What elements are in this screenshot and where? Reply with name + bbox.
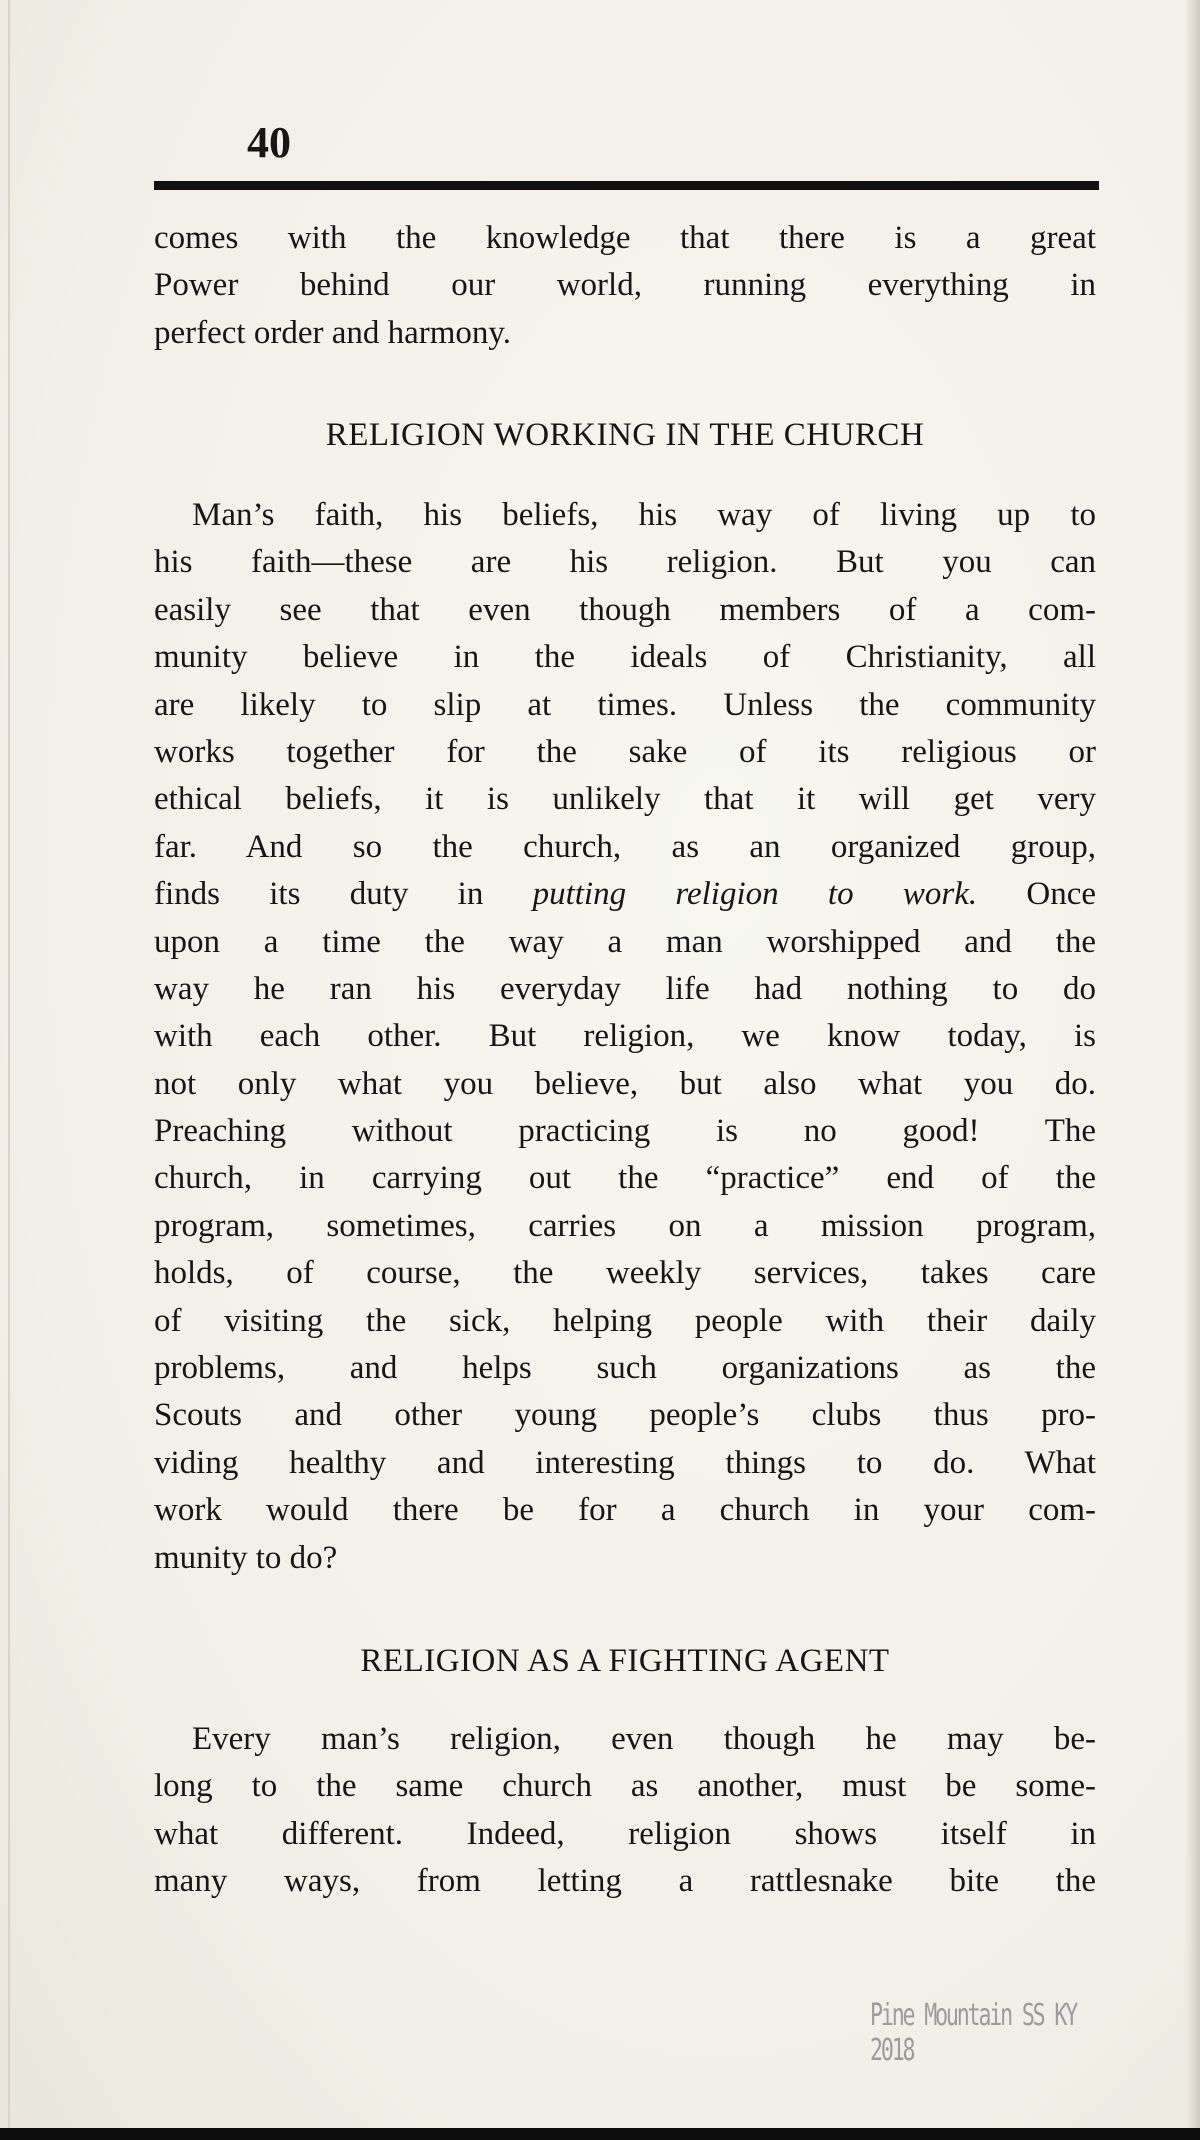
text-line: with each other. But religion, we know today, is: [154, 1018, 1096, 1055]
scan-bottom-border: [0, 2128, 1200, 2140]
text-line: perfect order and harmony.: [154, 314, 512, 351]
text-line: Every man’s religion, even though he may be-: [192, 1721, 1096, 1757]
paragraph-2: [154, 492, 1096, 1582]
text-line: comes with the knowledge that there is a great: [154, 220, 1096, 256]
text-line: ethical beliefs, it is unlikely that it will get very: [154, 781, 1096, 818]
text-line: munity to do?: [154, 1539, 338, 1576]
text-line: of visiting the sick, helping people with their daily: [154, 1302, 1096, 1339]
text-line: holds, of course, the weekly services, takes care: [154, 1255, 1096, 1292]
text: finds its duty in: [154, 876, 533, 913]
text-line: church, in carrying out the “practice” end of the: [154, 1160, 1096, 1197]
paragraph-3: [154, 1716, 1096, 1906]
text-line: works together for the sake of its religious or: [154, 733, 1096, 770]
text-line: not only what you believe, but also what you do.: [154, 1065, 1096, 1102]
text-line: problems, and helps such organizations as the: [154, 1350, 1096, 1387]
page-right-edge: [1186, 0, 1200, 2128]
text-line: many ways, from letting a rattlesnake bite the: [154, 1863, 1096, 1900]
watermark: Pine Mountain SS KY 2018: [870, 1998, 1077, 2068]
text-line: Power behind our world, running everything in: [154, 267, 1096, 304]
text-line: upon a time the way a man worshipped and the: [154, 923, 1096, 960]
paragraph-1: [154, 215, 1096, 357]
text-line: easily see that even though members of a com-: [154, 591, 1096, 628]
text-line: work would there be for a church in your com-: [154, 1492, 1096, 1529]
text-line: what different. Indeed, religion shows itself in: [154, 1815, 1096, 1852]
text-line: way he ran his everyday life had nothing to do: [154, 970, 1096, 1007]
text-line: Scouts and other young people’s clubs thus pro-: [154, 1397, 1096, 1434]
text-line: Man’s faith, his beliefs, his way of living up to: [192, 497, 1096, 533]
text-line: far. And so the church, as an organized group,: [154, 828, 1096, 865]
text-line-with-italic: [154, 871, 1096, 918]
text-line: long to the same church as another, must be some-: [154, 1768, 1096, 1805]
section-heading: RELIGION WORKING IN THE CHURCH: [325, 417, 925, 453]
header-rule: [154, 181, 1099, 190]
page-left-edge: [8, 0, 10, 2128]
text-line: his faith—these are his religion. But you can: [154, 544, 1096, 581]
italic-text: putting religion to work.: [532, 876, 978, 913]
text-line: program, sometimes, carries on a mission program,: [154, 1207, 1096, 1244]
text: Once: [977, 876, 1096, 913]
section-heading: RELIGION AS A FIGHTING AGENT: [360, 1643, 890, 1679]
text-line: munity believe in the ideals of Christianity, all: [154, 639, 1096, 676]
text-line: viding healthy and interesting things to do. What: [154, 1444, 1096, 1481]
text-line: are likely to slip at times. Unless the community: [154, 686, 1096, 723]
text-line: Preaching without practicing is no good! The: [154, 1113, 1096, 1150]
page-number: 40: [247, 118, 291, 167]
